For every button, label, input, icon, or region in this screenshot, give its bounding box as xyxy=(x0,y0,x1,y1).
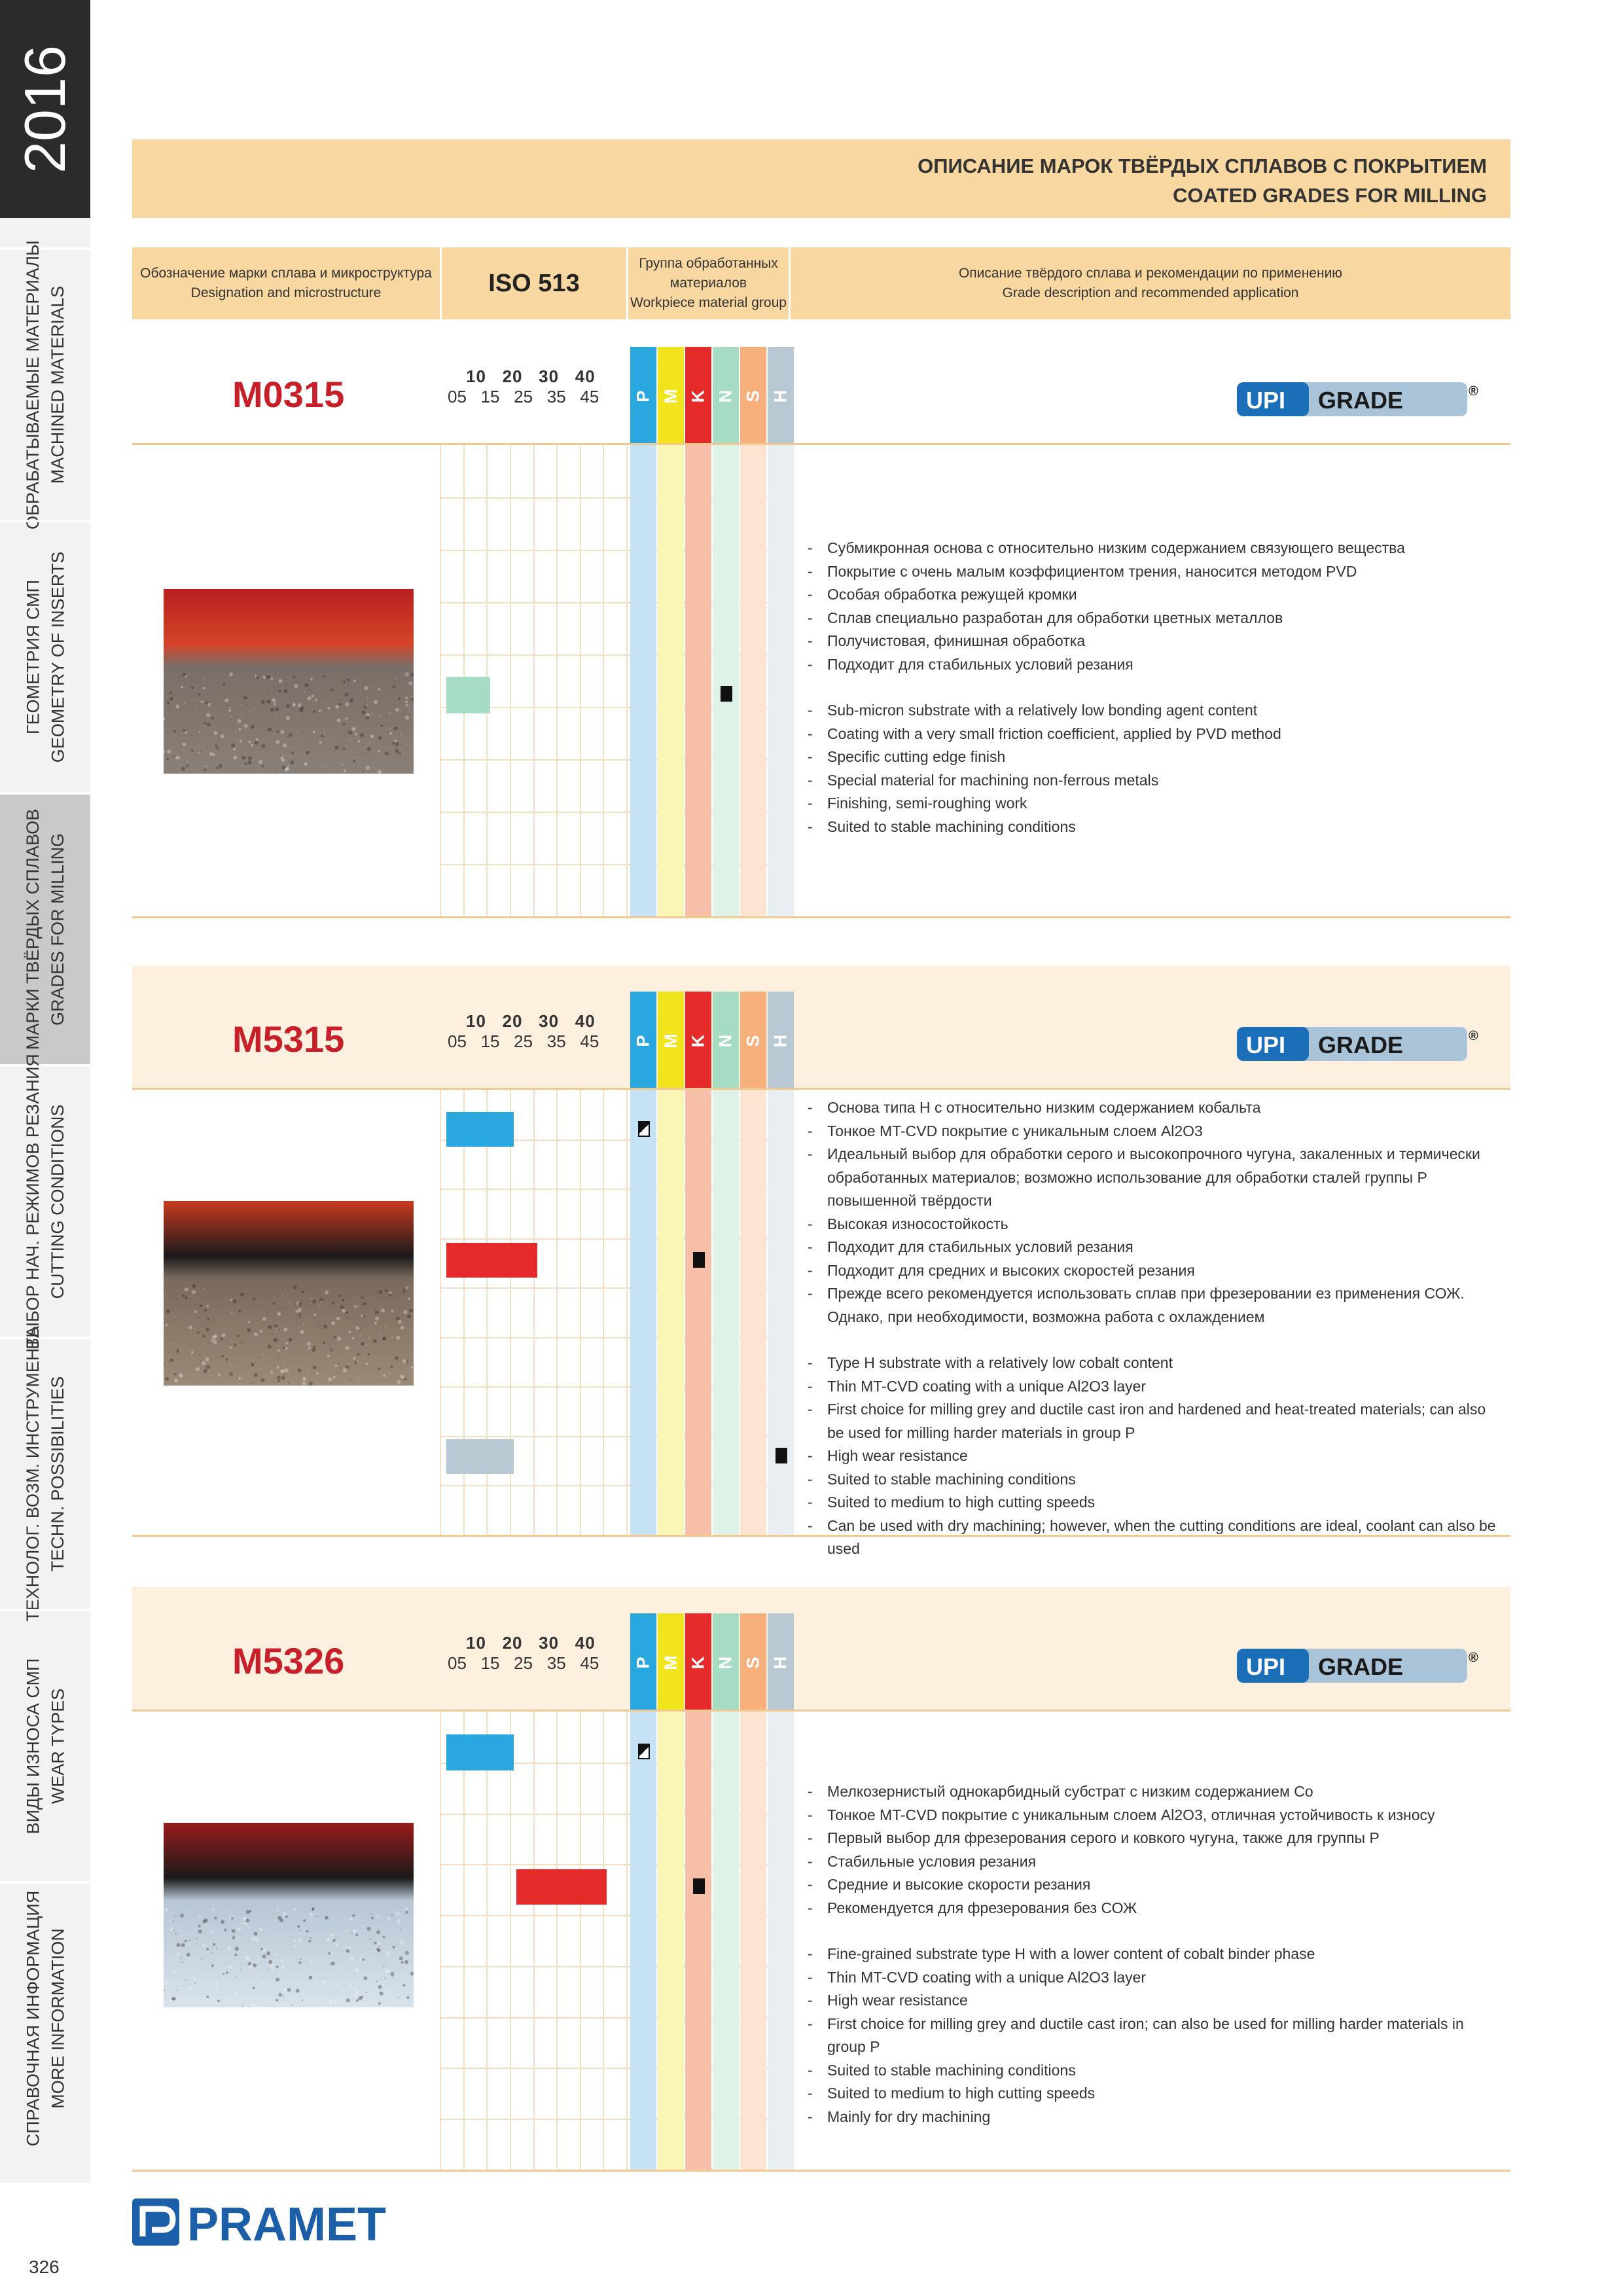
material-column-m xyxy=(658,1712,684,2170)
iso-scale xyxy=(448,367,618,407)
sidebar-section-ru: СПРАВОЧНАЯ ИНФОРМАЦИЯ xyxy=(23,1890,43,2147)
sidebar-section-ru: ВИДЫ ИЗНОСА СМП xyxy=(23,1658,43,1835)
sidebar-section[interactable] xyxy=(0,792,90,1064)
upigrade-logo xyxy=(1237,380,1480,420)
material-letter: N xyxy=(715,389,736,403)
description-en-item: - Mainly for dry machining xyxy=(805,2106,1499,2129)
material-letter: N xyxy=(715,1034,736,1047)
sidebar-section-label xyxy=(20,1659,70,1835)
grid-line xyxy=(603,1090,604,1535)
material-letter: H xyxy=(770,1656,791,1669)
sidebar-section-en: CUTTING CONDITIONS xyxy=(48,1104,67,1299)
material-suitability-mark xyxy=(638,1121,650,1137)
logo-grade: GRADE xyxy=(1318,387,1404,414)
grade-block-divider xyxy=(132,1535,1510,1537)
sidebar-section[interactable] xyxy=(0,520,90,792)
sidebar-section-label xyxy=(20,1326,70,1622)
logo-grade: GRADE xyxy=(1318,1653,1404,1680)
description-en-item: - Fine-grained substrate type H with a lower content of cobalt binder phase xyxy=(805,1943,1499,1966)
material-group-header-ru-2: материалов xyxy=(669,276,747,291)
iso-range-bar-k xyxy=(516,1869,607,1905)
material-letter: P xyxy=(633,389,653,403)
pramet-logo xyxy=(132,2196,407,2248)
material-group-h xyxy=(768,1613,794,1712)
description-en-item: - Coating with a very small friction coefficient, applied by PVD method xyxy=(805,723,1499,746)
material-letter: N xyxy=(715,1656,736,1669)
grid-line xyxy=(440,445,441,916)
material-column-s xyxy=(740,1090,766,1535)
material-letter: K xyxy=(688,1034,708,1047)
iso-scale xyxy=(448,1011,618,1052)
grid-line xyxy=(486,1712,488,2170)
iso-range-bar-n xyxy=(446,677,490,713)
material-column-p xyxy=(630,445,656,916)
material-letter: H xyxy=(770,1034,791,1047)
description-spacer xyxy=(805,676,1499,699)
material-group-k xyxy=(685,992,711,1090)
sidebar-section-en: TECHN. POSSIBILITIES xyxy=(48,1376,67,1572)
grid-line xyxy=(626,1090,628,1535)
material-column-s xyxy=(740,445,766,916)
material-letter: M xyxy=(660,388,681,404)
material-group-k xyxy=(685,347,711,445)
material-group-p xyxy=(630,992,656,1090)
iso-range-bar-p xyxy=(446,1112,514,1147)
sidebar-section-en: MACHINED MATERIALS xyxy=(48,285,68,484)
material-column-s xyxy=(740,1712,766,2170)
grade-header-divider xyxy=(132,1710,1510,1712)
sidebar-section-label xyxy=(20,552,70,763)
material-group-s xyxy=(740,1613,766,1712)
description-en-item: - Suited to stable machining conditions xyxy=(805,2059,1499,2083)
microstructure-image xyxy=(164,589,414,774)
material-column-k xyxy=(685,1090,711,1535)
sidebar-section-label xyxy=(20,240,70,529)
material-group-header-ru-1: Группа обработанных xyxy=(639,256,778,271)
material-column-h xyxy=(768,445,794,916)
sidebar-section-ru: ВЫБОР НАЧ. РЕЖИМОВ РЕЗАНИЯ xyxy=(23,1054,43,1350)
material-letter: K xyxy=(688,1656,708,1669)
description-en-item: - Thin MT-CVD coating with a unique Al2O3 layer xyxy=(805,1375,1499,1399)
description-ru-item: - Сплав специально разработан для обработки цветных металлов xyxy=(805,607,1499,630)
description-en-item: - Suited to medium to high cutting speeds xyxy=(805,2082,1499,2106)
iso-range-bar-k xyxy=(446,1243,537,1278)
description-en-item: - High wear resistance xyxy=(805,1989,1499,2013)
grid-line xyxy=(603,445,604,916)
material-group-header-en: Workpiece material group xyxy=(630,295,787,310)
material-column-n xyxy=(713,1712,739,2170)
description-en-item: - First choice for milling grey and ductile cast iron; can also be used for milling harder materials in group P xyxy=(805,2013,1499,2059)
sidebar-section-en: MORE INFORMATION xyxy=(48,1928,67,2109)
material-column-k xyxy=(685,445,711,916)
designation-header-ru: Обозначение марки сплава и микроструктура xyxy=(140,266,432,281)
description-ru-item: - Высокая износостойкость xyxy=(805,1213,1499,1236)
description-en-item: - Sub-micron substrate with a relatively low bonding agent content xyxy=(805,699,1499,723)
material-group-p xyxy=(630,1613,656,1712)
material-column-h xyxy=(768,1712,794,2170)
microstructure-image xyxy=(164,1201,414,1386)
description-header xyxy=(789,247,1510,319)
upigrade-logo xyxy=(1237,1024,1480,1065)
material-suitability-mark xyxy=(721,686,732,702)
grade-description xyxy=(805,1780,1499,2128)
description-header-en: Grade description and recommended application xyxy=(1002,285,1299,300)
description-ru-item: - Подходит для стабильных условий резания xyxy=(805,653,1499,677)
description-ru-item: - Подходит для средних и высоких скоростей резания xyxy=(805,1259,1499,1283)
description-ru-item: - Стабильные условия резания xyxy=(805,1850,1499,1874)
description-ru-item: - Идеальный выбор для обработки серого и высокопрочного чугуна, закаленных и термически обработанных материалов; возможно использование для обработки сталей группы P повышенной твёрдости xyxy=(805,1143,1499,1213)
grid-line xyxy=(580,1712,581,2170)
material-letter: S xyxy=(743,1656,763,1669)
grade-block-divider xyxy=(132,2170,1510,2172)
material-column-n xyxy=(713,445,739,916)
material-column-n xyxy=(713,1090,739,1535)
grade-header-divider xyxy=(132,1088,1510,1090)
sidebar-section-en: GEOMETRY OF INSERTS xyxy=(48,551,68,763)
material-group-p xyxy=(630,347,656,445)
logo-upi: UPI xyxy=(1246,387,1286,414)
material-column-k xyxy=(685,1712,711,2170)
grade-name: M5315 xyxy=(232,1018,345,1060)
material-group-s xyxy=(740,992,766,1090)
upigrade-logo xyxy=(1237,1646,1480,1687)
material-letter: M xyxy=(660,1033,681,1049)
logo-upi: UPI xyxy=(1246,1031,1286,1058)
sidebar-section[interactable] xyxy=(0,1326,90,1622)
description-en-item: - Suited to stable machining conditions xyxy=(805,1468,1499,1492)
iso-range-bar-h xyxy=(446,1439,514,1474)
description-en-item: - Suited to medium to high cutting speeds xyxy=(805,1491,1499,1515)
description-ru-item: - Мелкозернистый однокарбидный субстрат с низким содержанием Co xyxy=(805,1780,1499,1804)
description-en-item: - Suited to stable machining conditions xyxy=(805,816,1499,839)
iso-scale-bottom: 05 15 25 35 45 xyxy=(448,387,599,406)
sidebar-section[interactable] xyxy=(0,1881,90,2153)
material-group-k xyxy=(685,1613,711,1712)
description-ru-item: - Получистовая, финишная обработка xyxy=(805,630,1499,653)
description-ru-item: - Покрытие с очень малым коэффициентом трения, наносится методом PVD xyxy=(805,560,1499,584)
sidebar-section[interactable] xyxy=(0,1054,90,1350)
grid-line xyxy=(463,1712,465,2170)
description-ru-item: - Подходит для стабильных условий резания xyxy=(805,1236,1499,1259)
grade-block-divider xyxy=(132,916,1510,918)
material-letter: H xyxy=(770,389,791,403)
description-en-item: - Specific cutting edge finish xyxy=(805,745,1499,769)
description-header-ru: Описание твёрдого сплава и рекомендации по применению xyxy=(958,266,1343,281)
logo-registered: ® xyxy=(1469,1651,1478,1665)
material-letter: P xyxy=(633,1656,653,1669)
grade-name: M5326 xyxy=(232,1640,345,1681)
grid-line xyxy=(626,445,628,916)
grid-line xyxy=(626,1712,628,2170)
description-ru-item: - Первый выбор для фрезерования серого и ковкого чугуна, также для группы P xyxy=(805,1827,1499,1850)
material-letter: S xyxy=(743,1034,763,1047)
material-column-h xyxy=(768,1090,794,1535)
grade-description xyxy=(805,537,1499,838)
material-group-s xyxy=(740,347,766,445)
grid-line xyxy=(580,1090,581,1535)
iso-header-label: ISO 513 xyxy=(488,270,580,297)
grade-header-divider xyxy=(132,443,1510,445)
iso-range-bar-p xyxy=(446,1734,514,1770)
description-en-item: - Special material for machining non-ferrous metals xyxy=(805,769,1499,793)
description-spacer xyxy=(805,1329,1499,1352)
iso-scale-bottom: 05 15 25 35 45 xyxy=(448,1653,599,1673)
description-en-item: - Type H substrate with a relatively low cobalt content xyxy=(805,1352,1499,1375)
logo-registered: ® xyxy=(1469,1029,1478,1043)
sidebar-section-label xyxy=(20,1054,70,1350)
grid-line xyxy=(556,1712,558,2170)
iso-scale-top: 10 20 30 40 xyxy=(466,1633,596,1653)
description-en-item: - Finishing, semi-roughing work xyxy=(805,792,1499,816)
grid-line xyxy=(510,1712,511,2170)
material-group-m xyxy=(658,992,684,1090)
logo-registered: ® xyxy=(1469,384,1478,399)
material-group-h xyxy=(768,992,794,1090)
sidebar-section-ru: ГЕОМЕТРИЯ СМП xyxy=(23,579,43,735)
description-ru-item: - Основа типа H с относительно низким содержанием кобальта xyxy=(805,1096,1499,1120)
page-title-en: COATED GRADES FOR MILLING xyxy=(1173,184,1487,207)
microstructure-image xyxy=(164,1823,414,2007)
description-ru-item: - Прежде всего рекомендуется использовать сплав при фрезеровании ез применения СОЖ. Однако, при необходимости, возможна работа с охлаждением xyxy=(805,1282,1499,1329)
material-group-n xyxy=(713,992,739,1090)
sidebar-section-ru: ОБРАБАТЫВАЕМЫЕ МАТЕРИАЛЫ xyxy=(23,240,43,529)
grid-line xyxy=(533,1712,535,2170)
material-suitability-mark xyxy=(776,1448,787,1463)
material-group-m xyxy=(658,1613,684,1712)
grid-line xyxy=(510,445,511,916)
material-group-n xyxy=(713,1613,739,1712)
sidebar-section-ru: МАРКИ ТВЁРДЫХ СПЛАВОВ xyxy=(23,808,43,1050)
sidebar-section-label xyxy=(20,1891,70,2147)
sidebar-section-label xyxy=(20,809,70,1050)
description-ru-item: - Рекомендуется для фрезерования без СОЖ xyxy=(805,1897,1499,1920)
material-column-m xyxy=(658,445,684,916)
material-group-h xyxy=(768,347,794,445)
grid-line xyxy=(533,445,535,916)
grid-line xyxy=(533,1090,535,1535)
material-column-p xyxy=(630,1090,656,1535)
description-ru-item: - Средние и высокие скорости резания xyxy=(805,1873,1499,1897)
year-label: 2016 xyxy=(12,45,78,173)
page-number: 326 xyxy=(29,2257,60,2277)
grid-line xyxy=(580,445,581,916)
grid-line xyxy=(603,1712,604,2170)
material-letter: P xyxy=(633,1034,653,1047)
grid-line xyxy=(556,1090,558,1535)
year-tab xyxy=(0,0,90,218)
description-ru-item: - Особая обработка режущей кромки xyxy=(805,583,1499,607)
grid-line xyxy=(440,1090,441,1535)
description-en-item: - High wear resistance xyxy=(805,1444,1499,1468)
page-title-band xyxy=(132,139,1510,218)
material-suitability-mark xyxy=(638,1744,650,1759)
sidebar-section[interactable] xyxy=(0,240,90,529)
logo-upi: UPI xyxy=(1246,1653,1286,1680)
sidebar-section-en: GRADES FOR MILLING xyxy=(48,833,68,1026)
grid-line xyxy=(440,1712,441,2170)
page-title-ru: ОПИСАНИЕ МАРОК ТВЁРДЫХ СПЛАВОВ С ПОКРЫТИЕМ xyxy=(918,154,1487,177)
iso-scale-top: 10 20 30 40 xyxy=(466,1011,596,1031)
material-suitability-mark xyxy=(693,1878,705,1894)
column-header xyxy=(132,247,1510,319)
description-en-item: - First choice for milling grey and ductile cast iron and hardened and heat-treated materials; can also be used for milling harder materials in group P xyxy=(805,1398,1499,1444)
material-letter: M xyxy=(660,1655,681,1670)
iso-header xyxy=(440,247,626,319)
material-suitability-mark xyxy=(693,1252,705,1268)
material-column-m xyxy=(658,1090,684,1535)
designation-header-en: Designation and microstructure xyxy=(190,285,382,300)
sidebar-section-ru: ТЕХНОЛОГ. ВОЗМ. ИНСТРУМЕНТА xyxy=(23,1326,43,1622)
grade-description xyxy=(805,1096,1499,1561)
material-group-header xyxy=(626,247,789,319)
material-group-m xyxy=(658,347,684,445)
description-en-item: - Thin MT-CVD coating with a unique Al2O3 layer xyxy=(805,1966,1499,1990)
description-en-item: - Can be used with dry machining; however, when the cutting conditions are ideal, coolant can also be used xyxy=(805,1515,1499,1561)
logo-grade: GRADE xyxy=(1318,1031,1404,1058)
description-spacer xyxy=(805,1920,1499,1943)
material-group-n xyxy=(713,347,739,445)
material-letter: S xyxy=(743,389,763,403)
grade-name: M0315 xyxy=(232,374,345,415)
iso-scale-bottom: 05 15 25 35 45 xyxy=(448,1031,599,1051)
brand-name: PRAMET xyxy=(187,2198,386,2248)
material-letter: K xyxy=(688,389,708,403)
designation-header xyxy=(132,247,440,319)
description-ru-item: - Субмикронная основа с относительно низким содержанием связующего вещества xyxy=(805,537,1499,560)
description-ru-item: - Тонкое MT-CVD покрытие с уникальным слоем Al2O3, отличная устойчивость к износу xyxy=(805,1804,1499,1827)
iso-scale xyxy=(448,1633,618,1674)
sidebar-section[interactable] xyxy=(0,1609,90,1881)
sidebar-section-en: WEAR TYPES xyxy=(48,1688,68,1804)
grid-line xyxy=(556,445,558,916)
description-ru-item: - Тонкое MT-CVD покрытие с уникальным слоем Al2O3 xyxy=(805,1120,1499,1143)
material-column-p xyxy=(630,1712,656,2170)
iso-scale-top: 10 20 30 40 xyxy=(466,367,596,386)
